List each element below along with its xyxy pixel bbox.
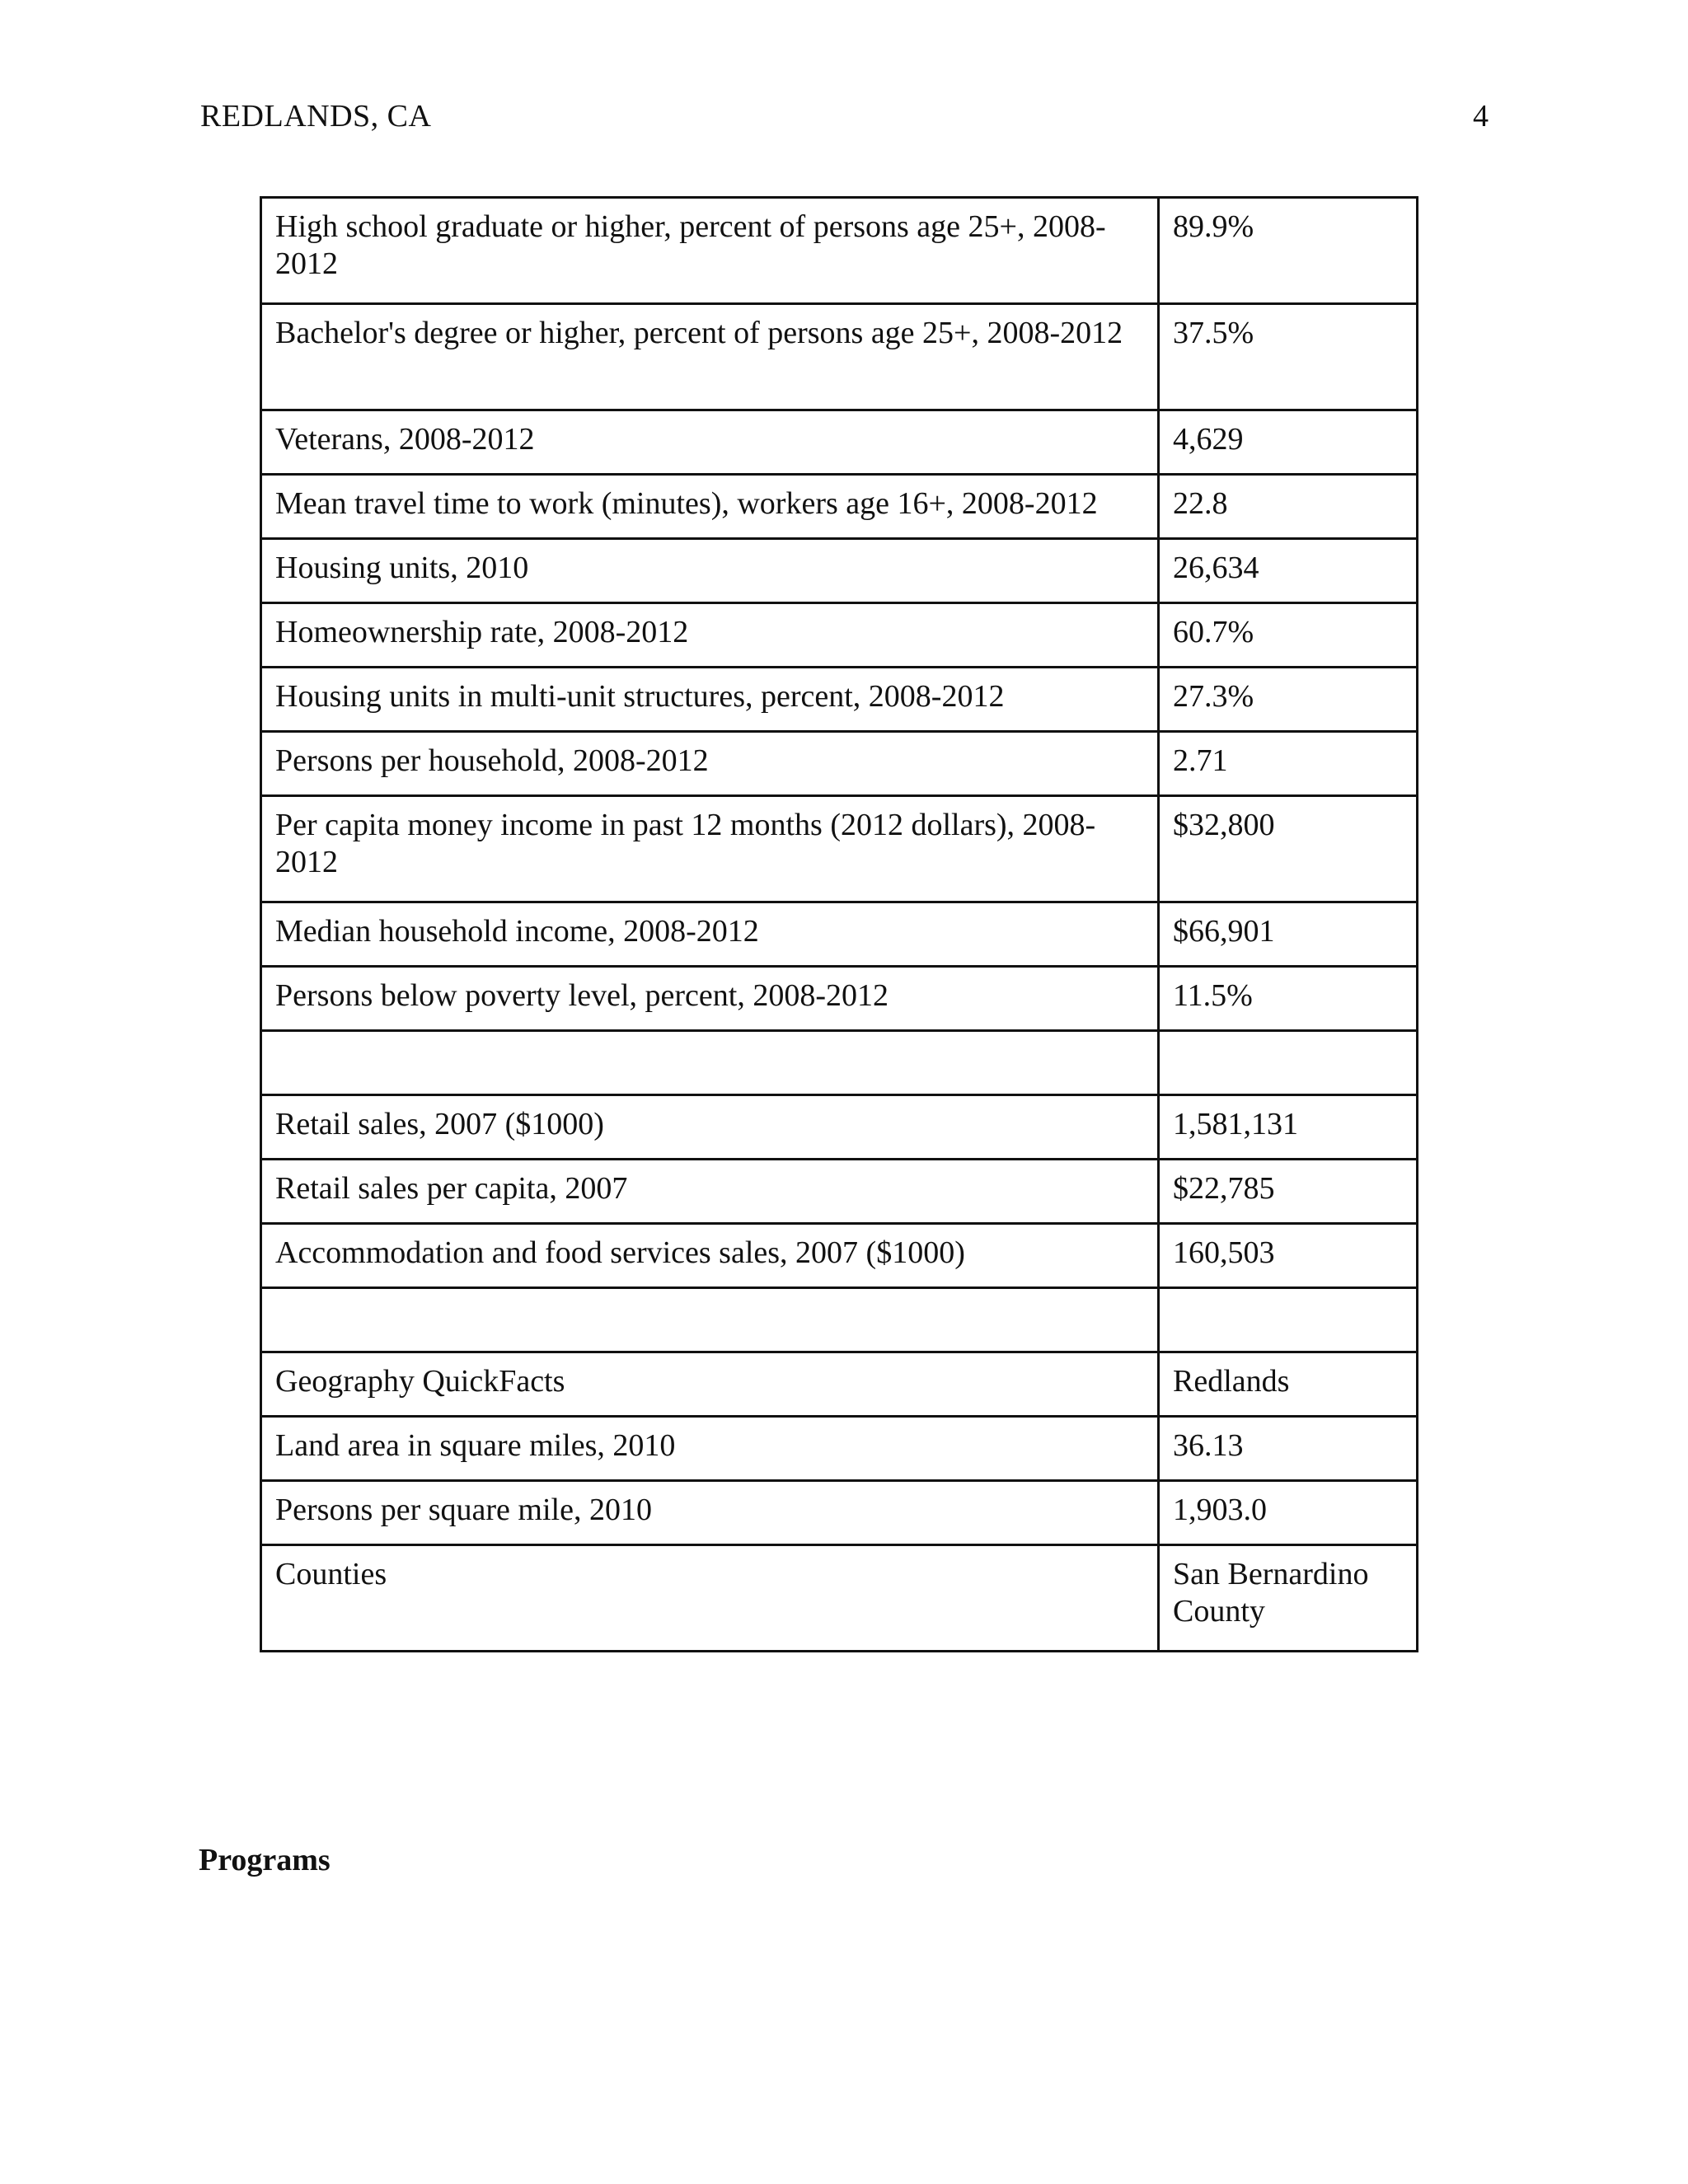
row-label-cell: Median household income, 2008-2012: [261, 902, 1159, 967]
table-row: [261, 603, 1418, 668]
row-value-cell: 60.7%: [1159, 603, 1418, 668]
row-label-cell: [261, 1031, 1159, 1095]
row-value-cell: 160,503: [1159, 1224, 1418, 1288]
row-value-cell: 37.5%: [1159, 304, 1418, 410]
table-row: [261, 1095, 1418, 1160]
table-row: [261, 1417, 1418, 1481]
row-value-cell: 1,903.0: [1159, 1481, 1418, 1545]
row-label-cell: Persons per household, 2008-2012: [261, 732, 1159, 796]
row-value-cell: 2.71: [1159, 732, 1418, 796]
table-row: [261, 410, 1418, 475]
row-label-cell: Retail sales per capita, 2007: [261, 1160, 1159, 1224]
table-row: [261, 475, 1418, 539]
page-number: 4: [1473, 99, 1489, 134]
row-label-cell: Housing units in multi-unit structures, percent, 2008-2012: [261, 668, 1159, 732]
row-value-cell: 26,634: [1159, 539, 1418, 603]
row-value-cell: $22,785: [1159, 1160, 1418, 1224]
row-value-cell: $66,901: [1159, 902, 1418, 967]
row-label-cell: Bachelor's degree or higher, percent of persons age 25+, 2008-2012: [261, 304, 1159, 410]
row-label-cell: Veterans, 2008-2012: [261, 410, 1159, 475]
row-label-cell: Housing units, 2010: [261, 539, 1159, 603]
table-row: [261, 796, 1418, 902]
row-value-cell: 11.5%: [1159, 967, 1418, 1031]
row-value-cell: 36.13: [1159, 1417, 1418, 1481]
section-heading-programs: Programs: [199, 1843, 331, 1877]
row-label-cell: Persons per square mile, 2010: [261, 1481, 1159, 1545]
running-head: REDLANDS, CA: [200, 99, 432, 134]
row-value-cell: 22.8: [1159, 475, 1418, 539]
table-row: [261, 1288, 1418, 1352]
row-label-cell: Persons below poverty level, percent, 2008-2012: [261, 967, 1159, 1031]
row-label-cell: High school graduate or higher, percent of persons age 25+, 2008-2012: [261, 198, 1159, 304]
row-label-cell: Retail sales, 2007 ($1000): [261, 1095, 1159, 1160]
table-row: [261, 668, 1418, 732]
quickfacts-table: [260, 196, 1418, 1652]
row-label-cell: Geography QuickFacts: [261, 1352, 1159, 1417]
table-row: [261, 1545, 1418, 1652]
row-value-cell: $32,800: [1159, 796, 1418, 902]
table-row: [261, 539, 1418, 603]
table-row: [261, 902, 1418, 967]
table-row: [261, 1224, 1418, 1288]
table-row: [261, 304, 1418, 410]
row-value-cell: 89.9%: [1159, 198, 1418, 304]
row-label-cell: Mean travel time to work (minutes), workers age 16+, 2008-2012: [261, 475, 1159, 539]
row-label-cell: Per capita money income in past 12 months (2012 dollars), 2008-2012: [261, 796, 1159, 902]
row-value-cell: 27.3%: [1159, 668, 1418, 732]
row-label-cell: Land area in square miles, 2010: [261, 1417, 1159, 1481]
row-value-cell: 4,629: [1159, 410, 1418, 475]
table-row: [261, 1160, 1418, 1224]
row-label-cell: [261, 1288, 1159, 1352]
row-value-cell: 1,581,131: [1159, 1095, 1418, 1160]
table-row: [261, 1481, 1418, 1545]
row-label-cell: Counties: [261, 1545, 1159, 1652]
table-row: [261, 1352, 1418, 1417]
row-label-cell: Homeownership rate, 2008-2012: [261, 603, 1159, 668]
row-value-cell: Redlands: [1159, 1352, 1418, 1417]
table-row: [261, 967, 1418, 1031]
row-value-cell: [1159, 1031, 1418, 1095]
quickfacts-table-body: [261, 198, 1418, 1652]
row-label-cell: Accommodation and food services sales, 2007 ($1000): [261, 1224, 1159, 1288]
table-row: [261, 732, 1418, 796]
row-value-cell: [1159, 1288, 1418, 1352]
table-row: [261, 198, 1418, 304]
table-row: [261, 1031, 1418, 1095]
row-value-cell: San Bernardino County: [1159, 1545, 1418, 1652]
